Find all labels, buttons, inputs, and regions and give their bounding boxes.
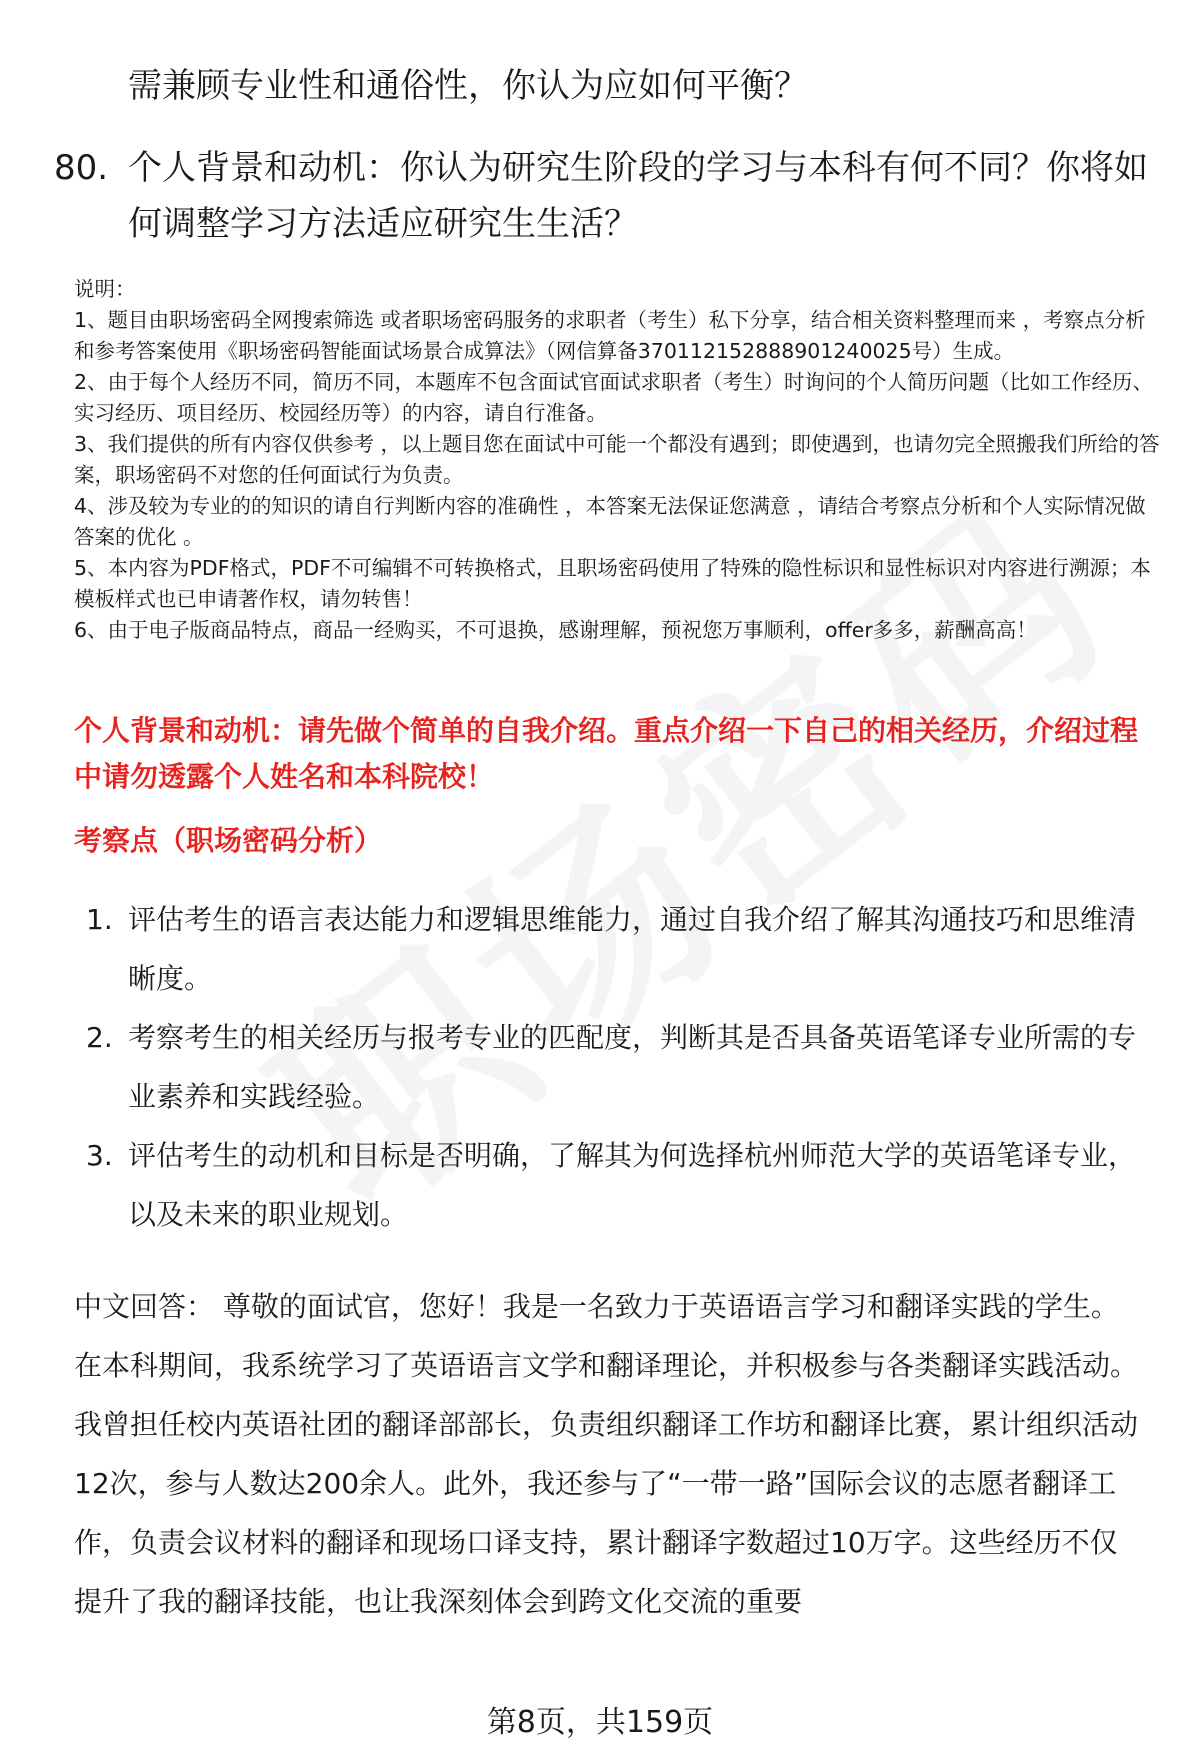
analysis-point: [74, 1126, 1154, 1244]
analysis-point: [74, 890, 1154, 1008]
note-item: 3、我们提供的所有内容仅供参考 ，以上题目您在面试中可能一个都没有遇到；即使遇到，也请勿完全照搬我们所给的答案，职场密码不对您的任何面试行为负责。: [74, 432, 1160, 487]
point-number: 2.: [86, 1021, 113, 1054]
question-text: 个人背景和动机：你认为研究生阶段的学习与本科有何不同？你将如何调整学习方法适应研究生生活？: [128, 148, 1148, 244]
note-item: 2、由于每个人经历不同，简历不同，本题库不包含面试官面试求职者（考生）时询问的个人简历问题（比如工作经历、实习经历、项目经历、校园经历等）的内容，请自行准备。: [74, 370, 1154, 425]
analysis-heading: 考察点（职场密码分析）: [74, 824, 383, 857]
section-title: 个人背景和动机：请先做个简单的自我介绍。重点介绍一下自己的相关经历，介绍过程中请勿透露个人姓名和本科院校！: [74, 714, 1139, 793]
analysis-list: [74, 890, 1154, 1244]
question-80: [54, 140, 1154, 252]
notes-heading: 说明：: [74, 277, 136, 301]
point-number: 1.: [86, 903, 113, 936]
point-number: 3.: [86, 1139, 113, 1172]
point-text: 评估考生的动机和目标是否明确，了解其为何选择杭州师范大学的英语笔译专业，以及未来的职业规划。: [128, 1139, 1137, 1231]
point-text: 评估考生的语言表达能力和逻辑思维能力，通过自我介绍了解其沟通技巧和思维清晰度。: [128, 903, 1137, 995]
note-item: 1、题目由职场密码全网搜索筛选 或者职场密码服务的求职者（考生）私下分享，结合相关资料整理而来 ，考察点分析和参考答案使用《职场密码智能面试场景合成算法》（网信算备370112152888901240025号）生成。: [74, 308, 1146, 363]
answer-text: 中文回答： 尊敬的面试官，您好！我是一名致力于英语语言学习和翻译实践的学生。在本科期间，我系统学习了英语语言文学和翻译理论，并积极参与各类翻译实践活动。我曾担任校内英语社团的翻译部部长，负责组织翻译工作坊和翻译比赛，累计组织活动12次，参与人数达200余人。此外，我还参与了“一带一路”国际会议的志愿者翻译工作，负责会议材料的翻译和现场口译支持，累计翻译字数超过10万字。这些经历不仅提升了我的翻译技能，也让我深刻体会到跨文化交流的重要: [74, 1290, 1139, 1618]
notes-block: [74, 274, 1164, 646]
question-number: 80.: [54, 148, 109, 188]
question-continuation: 需兼顾专业性和通俗性，你认为应如何平衡？: [128, 66, 808, 106]
note-item: 4、涉及较为专业的的知识的请自行判断内容的准确性 ，本答案无法保证您满意 ，请结合考察点分析和个人实际情况做答案的优化 。: [74, 494, 1146, 549]
note-item: 6、由于电子版商品特点，商品一经购买，不可退换，感谢理解，预祝您万事顺利，offer多多，薪酬高高！: [74, 618, 1037, 642]
note-item: 5、本内容为PDF格式，PDF不可编辑不可转换格式，且职场密码使用了特殊的隐性标识和显性标识对内容进行溯源；本模板样式也已申请著作权，请勿转售！: [74, 556, 1151, 611]
page-footer: 第8页，共159页: [486, 1705, 714, 1740]
point-text: 考察考生的相关经历与报考专业的匹配度，判断其是否具备英语笔译专业所需的专业素养和实践经验。: [128, 1021, 1137, 1113]
analysis-point: [74, 1008, 1154, 1126]
